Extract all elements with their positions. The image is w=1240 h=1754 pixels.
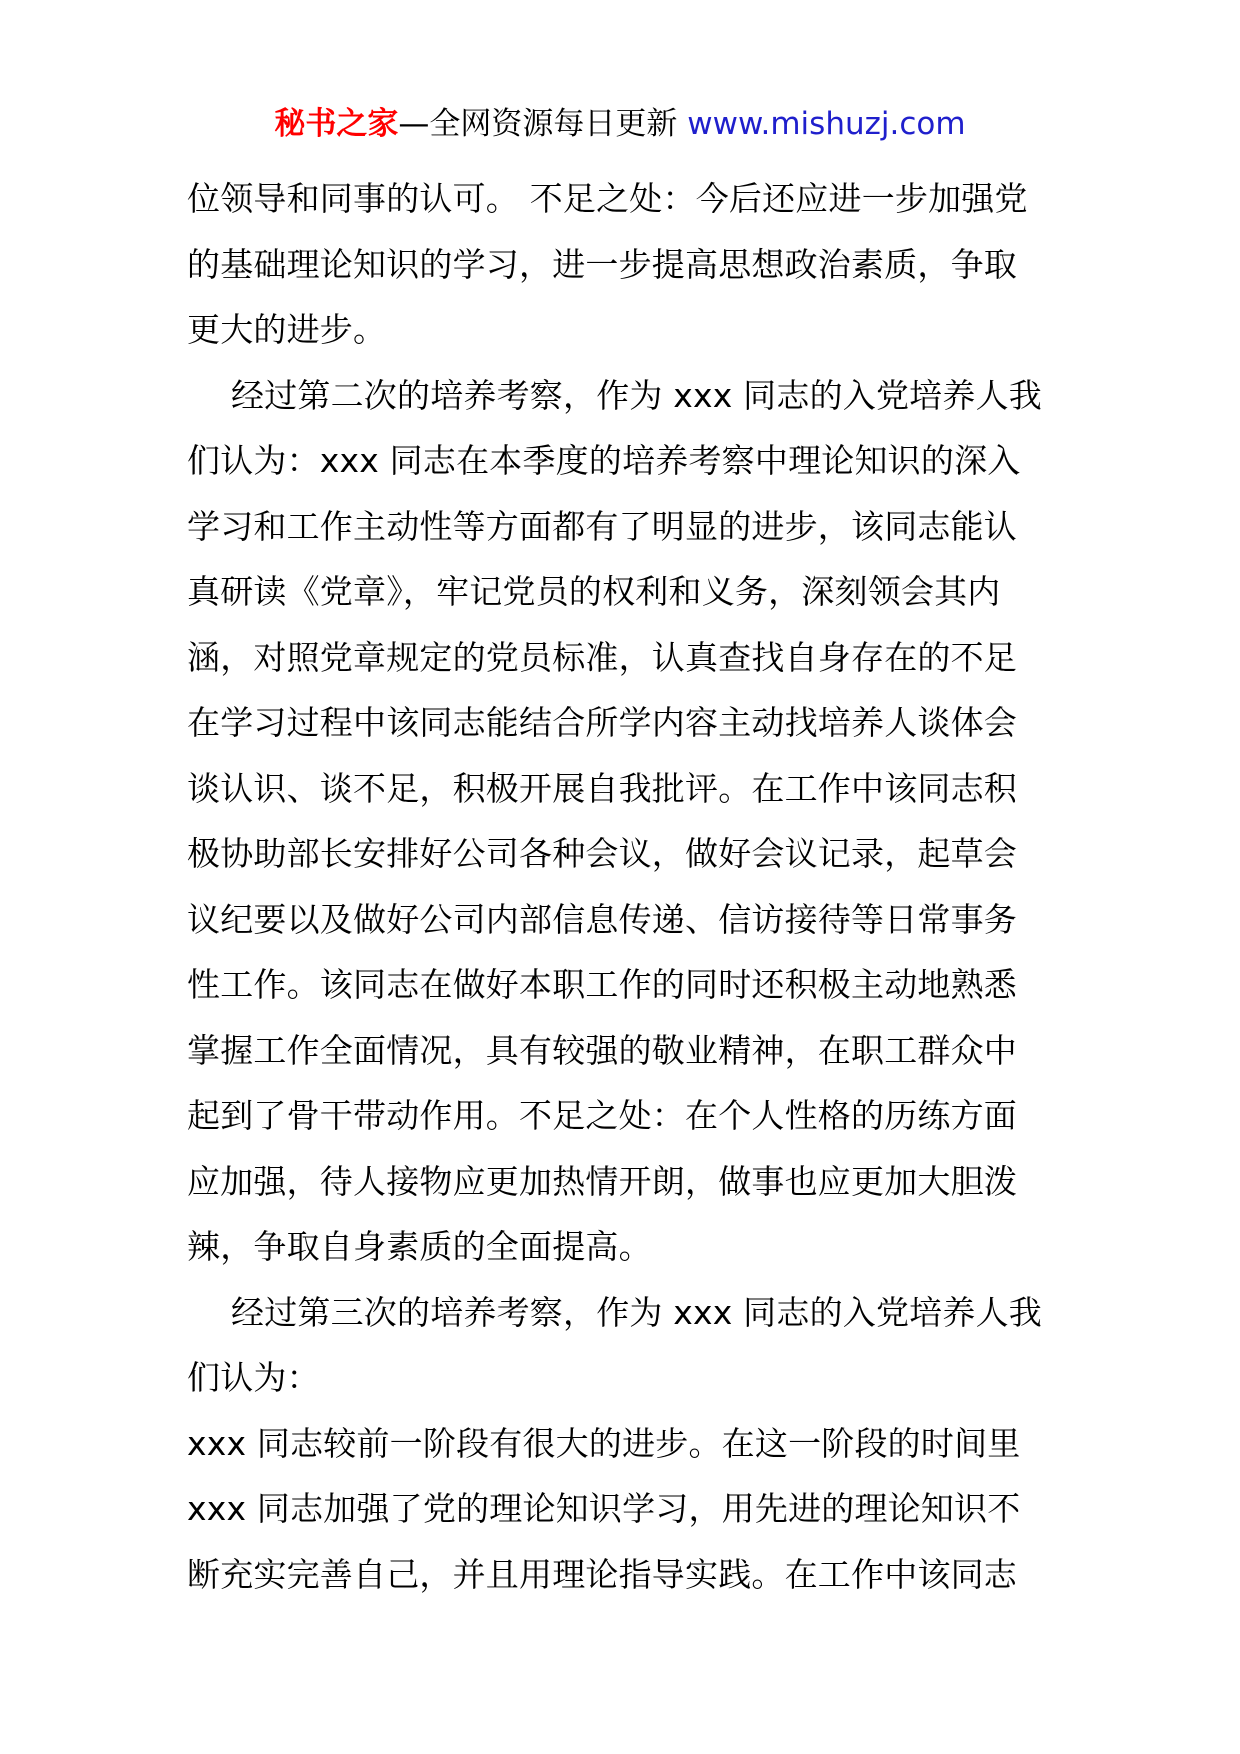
- site-url-link[interactable]: www.mishuzj.com: [687, 106, 966, 142]
- text-line: 位领导和同事的认可。 不足之处：今后还应进一步加强党: [187, 179, 1028, 218]
- text-line: 应加强，待人接物应更加热情开朗，做事也应更加大胆泼: [187, 1161, 1017, 1201]
- text-line: 辣，争取自身素质的全面提高。: [187, 1227, 652, 1266]
- text-line: xxx 同志加强了党的理论知识学习，用先进的理论知识不: [187, 1489, 1021, 1528]
- text-line: 更大的进步。: [187, 310, 387, 349]
- text-line: 谈认识、谈不足，积极开展自我批评。在工作中该同志积: [187, 768, 1017, 808]
- site-brand: 秘书之家: [274, 106, 399, 142]
- text-line: 们认为：: [187, 1358, 320, 1397]
- text-line: 议纪要以及做好公司内部信息传递、信访接待等日常事务: [187, 899, 1017, 939]
- paragraph-start-line: 经过第二次的培养考察，作为 xxx 同志的入党培养人我: [231, 375, 1042, 415]
- text-line: xxx 同志较前一阶段有很大的进步。在这一阶段的时间里: [187, 1423, 1021, 1463]
- text-line: 掌握工作全面情况，具有较强的敬业精神，在职工群众中: [187, 1030, 1017, 1070]
- text-line: 学习和工作主动性等方面都有了明显的进步，该同志能认: [187, 506, 1017, 546]
- text-line: 在学习过程中该同志能结合所学内容主动找培养人谈体会: [187, 703, 1017, 742]
- text-line: 真研读《党章》，牢记党员的权利和义务，深刻领会其内: [187, 572, 1001, 611]
- text-line: 极协助部长安排好公司各种会议，做好会议记录，起草会: [187, 834, 1017, 873]
- text-line: 的基础理论知识的学习，进一步提高思想政治素质，争取: [187, 244, 1017, 284]
- text-line: 性工作。该同志在做好本职工作的同时还积极主动地熟悉: [187, 965, 1017, 1004]
- document-body: [187, 166, 1057, 1607]
- text-line: 涵，对照党章规定的党员标准，认真查找自身存在的不足: [187, 637, 1017, 677]
- paragraph-start-line: 经过第三次的培养考察，作为 xxx 同志的入党培养人我: [231, 1292, 1042, 1332]
- text-line: 起到了骨干带动作用。不足之处：在个人性格的历练方面: [187, 1096, 1017, 1135]
- site-tagline: —全网资源每日更新: [398, 106, 678, 142]
- site-header: [0, 100, 1240, 148]
- text-line: 断充实完善自己，并且用理论指导实践。在工作中该同志: [187, 1554, 1017, 1594]
- text-line: 们认为：xxx 同志在本季度的培养考察中理论知识的深入: [187, 441, 1021, 480]
